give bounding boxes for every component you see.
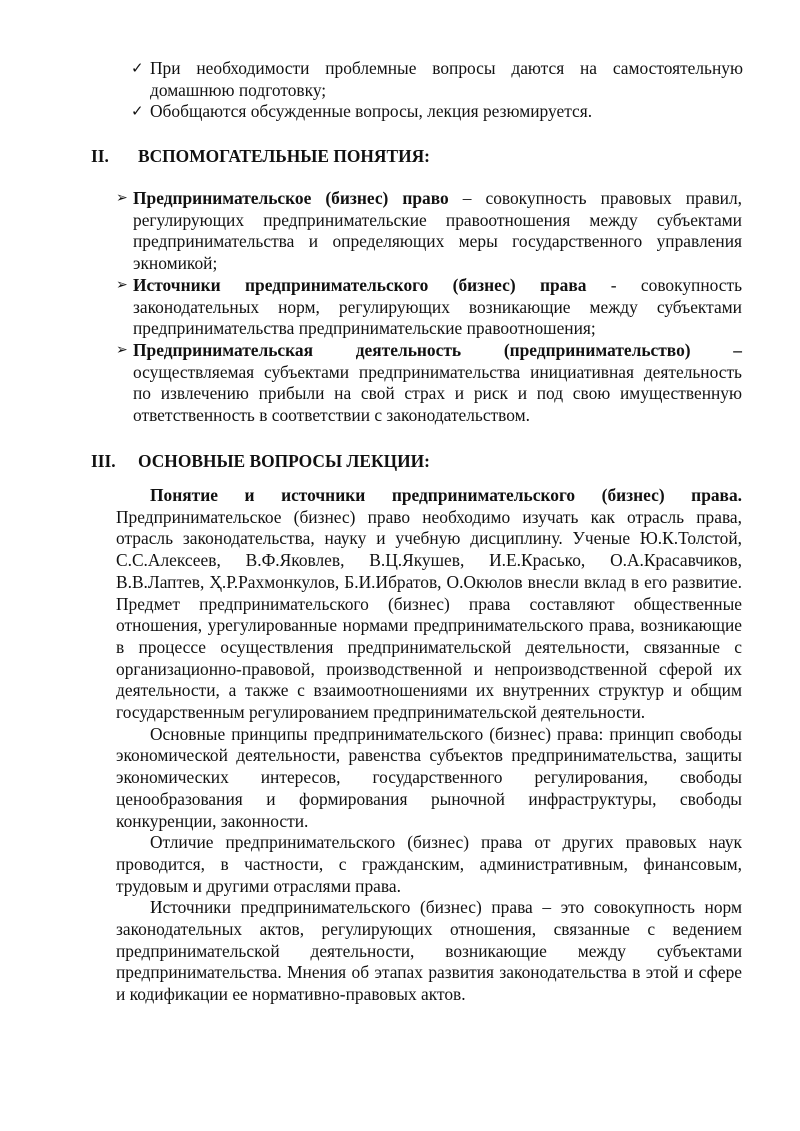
definition-term: Источники предпринимательского (бизнес) права	[133, 274, 587, 295]
arrow-bullet-icon: ➢	[116, 341, 128, 358]
paragraph	[116, 724, 742, 833]
paragraph-text: Предпринимательское (бизнес) право необходимо изучать как отрасль права, отрасль законодательства, науку и учебную дисциплину. Ученые Ю.К.Толстой, С.С.Алексеев, В.Ф.Яковлев, В.Ц.Якушев, И.Е.Красько, О.А.Красавчиков, В.В.Лаптев, Ҳ.Р.Рахмонкулов, Б.И.Ибратов, О.Окюлов внесли вклад в его развитие. Предмет предпринимательского (бизнес) права составляют общественные отношения, урегулированные нормами предпринимательского права, возникающие в процессе осуществления предпринимательской деятельности, связанные с организационно-правовой, производственной и непроизводственной сферой их деятельности, а также с взаимоотношениями их внутренних структур и общим государственным регулированием предпринимательской деятельности.	[116, 506, 742, 723]
definitions-list	[116, 188, 742, 427]
definition-item	[116, 340, 742, 427]
section-title: ОСНОВНЫЕ ВОПРОСЫ ЛЕКЦИИ:	[138, 451, 430, 471]
paragraph-text: Источники предпринимательского (бизнес) права – это совокупность норм законодательных актов, регулирующих отношения, связанные с ведением предпринимательской деятельности, возникающие между субъектами предпринимательства. Мнения об этапах развития законодательства в этой и сфере и кодификации ее нормативно-правовых актов.	[116, 897, 742, 1005]
lecture-body	[116, 485, 742, 1006]
paragraph	[116, 832, 742, 897]
section-title: ВСПОМОГАТЕЛЬНЫЕ ПОНЯТИЯ:	[138, 146, 430, 166]
definition-text	[133, 275, 742, 340]
definition-body: осуществляемая субъектами предпринимательства инициативная деятельность по извлечению прибыли на свой страх и риск и под свою имущественную ответственность в соответствии с законодательством.	[133, 361, 742, 426]
section-number: III.	[91, 451, 116, 471]
list-item-text: Обобщаются обсужденные вопросы, лекция резюмируется.	[150, 101, 593, 122]
paragraph-lead: Понятие и источники предпринимательского (бизнес) права.	[150, 485, 742, 505]
arrow-bullet-icon: ➢	[116, 276, 128, 293]
paragraph-text: Отличие предпринимательского (бизнес) права от других правовых наук проводится, в частности, с гражданским, административным, финансовым, трудовым и другими отраслями права.	[116, 832, 742, 896]
list-item	[117, 101, 743, 123]
paragraph	[116, 485, 742, 724]
section-number: II.	[91, 146, 109, 166]
definition-term: Предпринимательская деятельность (предпринимательство) –	[133, 339, 742, 360]
list-item-text: При необходимости проблемные вопросы даются на самостоятельную домашнюю подготовку;	[150, 58, 743, 100]
definition-body: - совокупность законодательных норм, регулирующих возникающие между субъектами предпринимательства предпринимательские правоотношения;	[133, 274, 743, 339]
definition-item	[116, 275, 742, 340]
definition-text	[133, 340, 742, 427]
definition-item	[116, 188, 742, 275]
checklist	[117, 58, 743, 123]
definition-text	[133, 188, 742, 275]
paragraph-text: Основные принципы предпринимательского (бизнес) права: принцип свободы экономической деятельности, равенства субъектов предпринимательства, защиты экономических интересов, государственного регулирования, свободы ценообразования и формирования рыночной инфраструктуры, свободы конкуренции, законности.	[116, 723, 742, 831]
list-item	[117, 58, 743, 101]
checkmark-icon: ✓	[131, 59, 144, 77]
section-heading	[91, 451, 430, 473]
paragraph	[116, 897, 742, 1006]
checkmark-icon: ✓	[131, 102, 144, 121]
definition-body: – совокупность правовых правил, регулирующих предпринимательские правоотношения между субъектами предпринимательства и определяющих меры государственного управления экномикой;	[133, 188, 742, 274]
definition-term: Предпринимательское (бизнес) право	[133, 188, 449, 208]
arrow-bullet-icon: ➢	[116, 190, 128, 206]
section-heading	[91, 146, 430, 168]
